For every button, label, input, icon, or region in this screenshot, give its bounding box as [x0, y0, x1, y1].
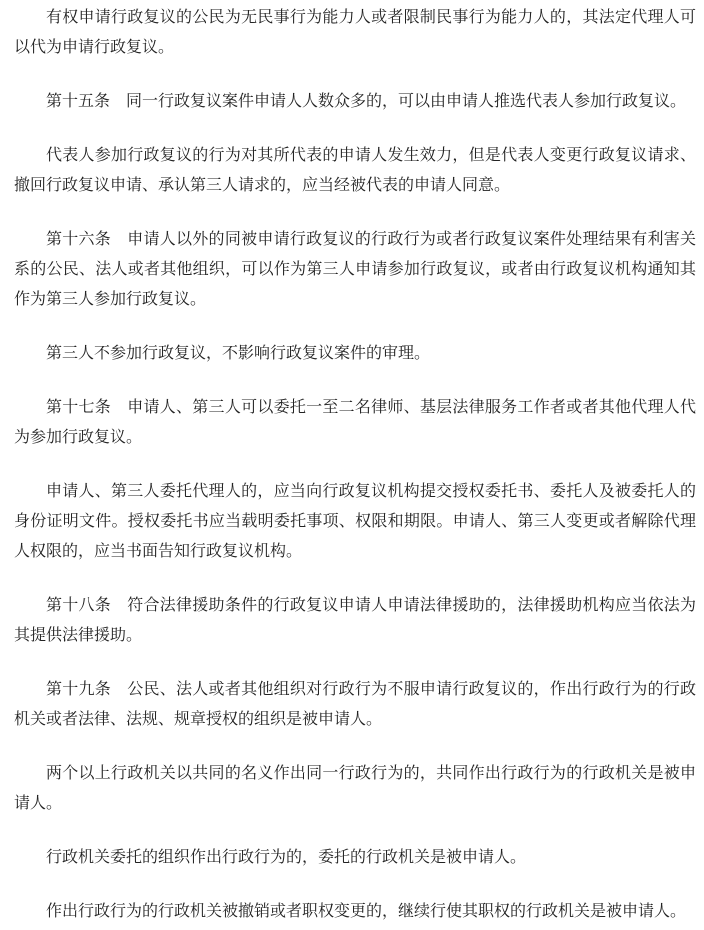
paragraph-gap: [14, 62, 696, 86]
article-18: 第十八条 符合法律援助条件的行政复议申请人申请法律援助的，法律援助机构应当依法为其提供法律援助。: [14, 595, 696, 644]
paragraph-power-of-attorney: 申请人、第三人委托代理人的，应当向行政复议机构提交授权委托书、委托人及被委托人的身份证明文件。授权委托书应当载明委托事项、权限和期限。申请人、第三人变更或者解除代理人权限的，应当书面告知行政复议机构。: [14, 481, 696, 560]
paragraph-gap: [14, 872, 696, 896]
article-19: 第十九条 公民、法人或者其他组织对行政行为不服申请行政复议的，作出行政行为的行政机关或者法律、法规、规章授权的组织是被申请人。: [14, 679, 696, 728]
article-15: 第十五条 同一行政复议案件申请人人数众多的，可以由申请人推选代表人参加行政复议。: [46, 91, 687, 110]
paragraph-representative-effect: 代表人参加行政复议的行为对其所代表的申请人发生效力，但是代表人变更行政复议请求、撤回行政复议申请、承认第三人请求的，应当经被代表的申请人同意。: [14, 145, 696, 194]
paragraph-gap: [14, 650, 696, 674]
paragraph-guardian-representation: 有权申请行政复议的公民为无民事行为能力人或者限制民事行为能力人的，其法定代理人可以代为申请行政复议。: [14, 7, 696, 56]
article-16: 第十六条 申请人以外的同被申请行政复议的行政行为或者行政复议案件处理结果有利害关系的公民、法人或者其他组织，可以作为第三人申请参加行政复议，或者由行政复议机构通知其作为第三人参加行政复议。: [14, 229, 696, 308]
paragraph-gap: [14, 734, 696, 758]
paragraph-gap: [14, 116, 696, 140]
document-body: [14, 0, 696, 926]
paragraph-gap: [14, 566, 696, 590]
paragraph-gap: [14, 452, 696, 476]
paragraph-joint-respondents: 两个以上行政机关以共同的名义作出同一行政行为的，共同作出行政行为的行政机关是被申请人。: [14, 763, 696, 812]
paragraph-gap: [14, 368, 696, 392]
paragraph-gap: [14, 200, 696, 224]
paragraph-gap: [14, 818, 696, 842]
paragraph-entrusted-organization: 行政机关委托的组织作出行政行为的，委托的行政机关是被申请人。: [46, 847, 527, 866]
article-17: 第十七条 申请人、第三人可以委托一至二名律师、基层法律服务工作者或者其他代理人代为参加行政复议。: [14, 397, 696, 446]
paragraph-gap: [14, 314, 696, 338]
paragraph-successor-authority: 作出行政行为的行政机关被撤销或者职权变更的，继续行使其职权的行政机关是被申请人。: [46, 901, 687, 920]
paragraph-third-party-absence: 第三人不参加行政复议，不影响行政复议案件的审理。: [46, 343, 431, 362]
